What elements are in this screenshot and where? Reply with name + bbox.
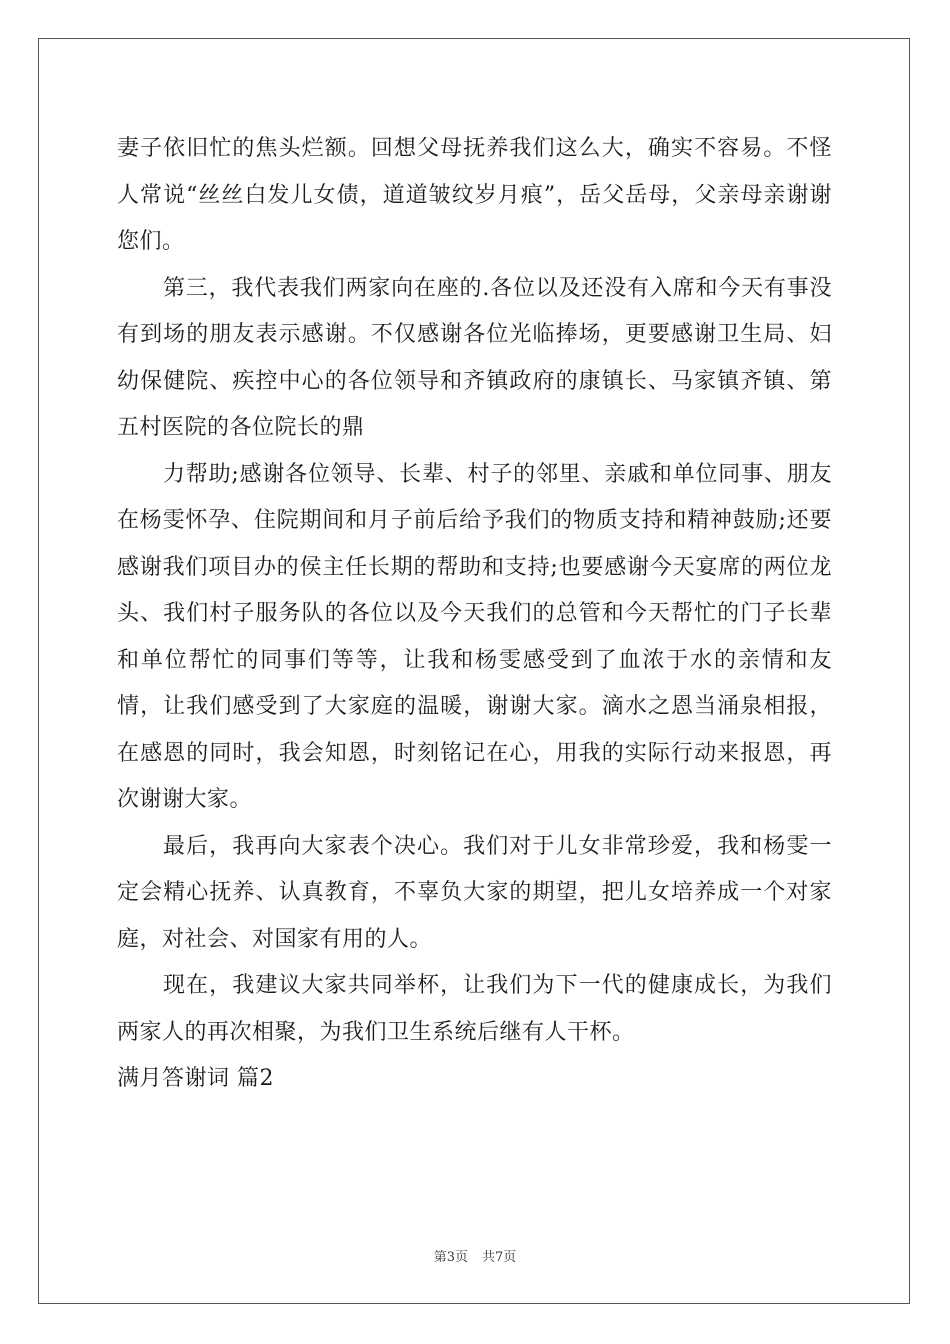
page-footer xyxy=(0,1246,950,1265)
page-number-current: 第3页 xyxy=(433,1250,468,1265)
paragraph-4: 最后，我再向大家表个决心。我们对于儿女非常珍爱，我和杨雯一定会精心抚养、认真教育，不辜负大家的期望，把儿女培养成一个对家庭，对社会、对国家有用的人。 xyxy=(117,833,832,952)
document-body xyxy=(117,126,832,1103)
page-number-total: 共7页 xyxy=(482,1250,517,1265)
paragraph-1: 妻子依旧忙的焦头烂额。回想父母抚养我们这么大，确实不容易。不怪人常说“丝丝白发儿女债，道道皱纹岁月痕”，岳父岳母，父亲母亲谢谢您们。 xyxy=(117,136,832,254)
paragraph-5: 现在，我建议大家共同举杯，让我们为下一代的健康成长，为我们两家人的再次相聚，为我们卫生系统后继有人干杯。 xyxy=(117,973,832,1045)
paragraph-3: 力帮助;感谢各位领导、长辈、村子的邻里、亲戚和单位同事、朋友在杨雯怀孕、住院期间和月子前后给予我们的物质支持和精神鼓励;还要感谢我们项目办的侯主任长期的帮助和支持;也要感谢今天宴席的两位龙头、我们村子服务队的各位以及今天我们的总管和今天帮忙的门子长辈和单位帮忙的同事们等等，让我和杨雯感受到了血浓于水的亲情和友情，让我们感受到了大家庭的温暖，谢谢大家。滴水之恩当涌泉相报，在感恩的同时，我会知恩，时刻铭记在心，用我的实际行动来报恩，再次谢谢大家。 xyxy=(117,461,832,812)
section-heading: 满月答谢词 篇2 xyxy=(117,1066,274,1091)
paragraph-2: 第三，我代表我们两家向在座的.各位以及还没有入席和今天有事没有到场的朋友表示感谢。不仅感谢各位光临捧场，更要感谢卫生局、妇幼保健院、疾控中心的各位领导和齐镇政府的康镇长、马家镇齐镇、第五村医院的各位院长的鼎 xyxy=(117,275,832,440)
